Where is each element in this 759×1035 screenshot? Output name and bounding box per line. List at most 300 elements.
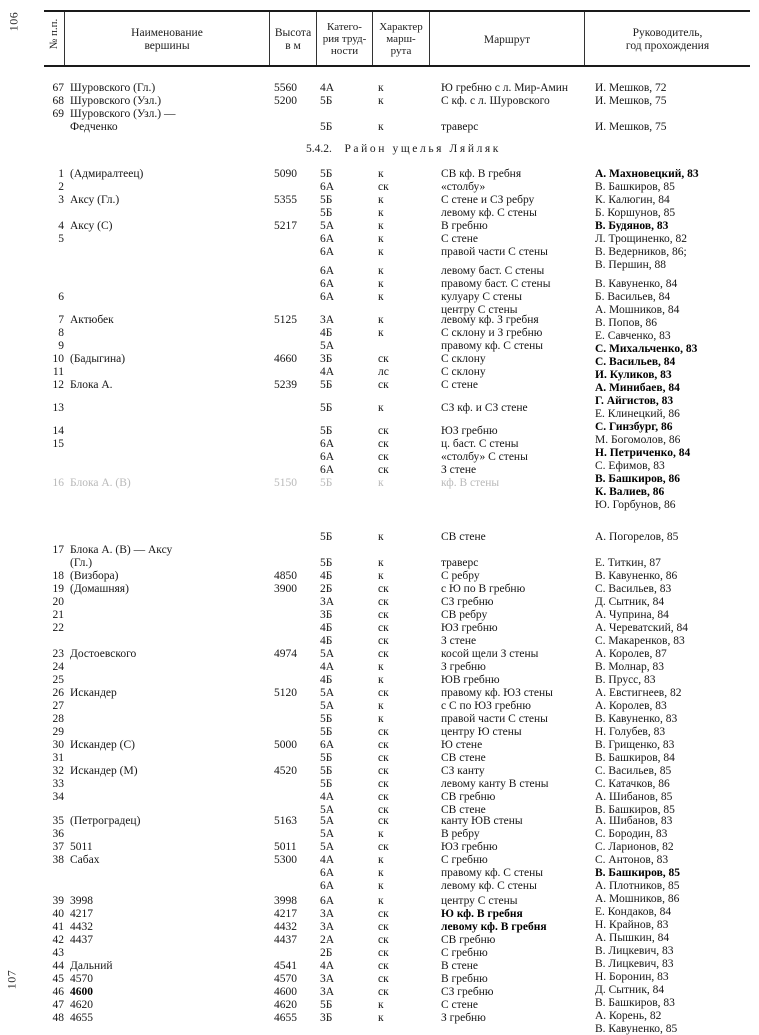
route-category: 2Б [320,947,333,959]
route-description: правой части С стены [441,246,548,258]
route-category: 3А [320,908,335,920]
route-category: 5Б [320,999,333,1011]
route-character: ск [378,353,389,365]
route-leader: С. Бородин, 83 [595,828,668,840]
route-leader: Е. Савченко, 83 [595,330,671,342]
route-leader: В. Ведерников, 86; [595,246,687,258]
header-top-rule [44,10,750,12]
row-index: 34 [52,791,64,803]
route-leader: В. Попов, 86 [595,317,658,329]
row-index: 44 [52,960,64,972]
route-character: ск [378,635,389,647]
route-category: 6А [320,895,335,907]
route-description: СВ кф. В гребня [441,168,522,180]
route-description: правому баст. С стены [441,278,551,290]
route-description: С ребру [441,570,480,582]
row-index: 68 [52,95,64,107]
route-category: 2А [320,934,335,946]
peak-height: 4600 [274,986,297,998]
peak-name: Аксу (С) [70,220,113,232]
route-category: 5Б [320,425,333,437]
header-bottom-rule [44,65,750,67]
header-character-line1: Характер [379,21,423,33]
route-category: 5Б [320,402,333,414]
header-category-line3: ности [330,45,359,57]
peak-name: (Адмиралтеец) [70,168,144,180]
row-index: 5 [58,233,64,245]
route-character: к [378,194,384,206]
route-leader: В. Першин, 88 [595,259,666,271]
route-leader: И. Мешков, 72 [595,82,667,94]
row-index: 41 [52,921,64,933]
route-character: к [378,557,384,569]
peak-name: 4570 [70,973,93,985]
route-description: С стене [441,233,479,245]
row-index: 8 [58,327,64,339]
route-leader: С. Гинзбург, 86 [595,421,673,433]
route-character: к [378,828,384,840]
route-leader: В. Лицкевич, 83 [595,945,674,957]
peak-name: (Петроградец) [70,815,141,827]
route-leader: А. Череватский, 84 [595,622,688,634]
row-index: 4 [58,220,64,232]
route-category: 5А [320,687,335,699]
route-description: В ребру [441,828,480,840]
route-character: ск [378,815,389,827]
route-leader: И. Мешков, 75 [595,95,667,107]
peak-name: 4600 [70,986,93,998]
route-character: ск [378,596,389,608]
route-category: 5Б [320,121,333,133]
route-leader: К. Калюгин, 84 [595,194,670,206]
row-index: 17 [52,544,64,556]
route-character: к [378,531,384,543]
route-leader: С. Катачков, 86 [595,778,670,790]
route-description: с Ю по В гребню [441,583,526,595]
route-category: 6А [320,464,335,476]
route-description: правому кф. ЮЗ стены [441,687,553,699]
route-description: С склону [441,353,486,365]
route-category: 4Б [320,674,333,686]
route-description: левому канту В стены [441,778,549,790]
route-category: 3А [320,973,335,985]
route-category: 5Б [320,95,333,107]
route-description: траверс [441,121,479,133]
row-index: 10 [52,353,64,365]
route-character: ск [378,791,389,803]
route-description: ЮЗ гребню [441,425,498,437]
peak-name: 4217 [70,908,93,920]
row-index: 45 [52,973,64,985]
route-description: С кф. с л. Шуровского [441,95,550,107]
route-category: 4А [320,960,335,972]
route-description: В гребню [441,220,488,232]
route-character: ск [378,921,389,933]
route-description: левому кф. С стены [441,207,537,219]
route-description: левому кф. В гребня [441,921,547,933]
peak-name: Блока А. (В) [70,477,131,489]
header-height-line1: Высота [274,27,312,39]
peak-height: 5150 [274,477,297,489]
route-category: 4А [320,82,335,94]
route-description: с С по ЮЗ гребню [441,700,531,712]
peak-name: (Домашняя) [70,583,129,595]
route-leader: В. Башкиров, 85 [595,181,675,193]
route-leader: В. Кавуненко, 84 [595,278,678,290]
route-description: центру Ю стены [441,726,522,738]
peak-name: 4437 [70,934,93,946]
route-leader: А. Корень, 82 [595,1010,662,1022]
route-leader: С. Макаренков, 83 [595,635,685,647]
route-description: СВ гребню [441,791,496,803]
row-index: 13 [52,402,64,414]
peak-name: 4655 [70,1012,93,1024]
row-index: 32 [52,765,64,777]
row-index: 6 [58,291,64,303]
route-category: 5А [320,648,335,660]
route-character: к [378,168,384,180]
peak-name: 3998 [70,895,93,907]
route-character: к [378,700,384,712]
row-index: 69 [52,108,64,120]
route-leader: А. Махновецкий, 83 [595,168,699,180]
peak-height: 5090 [274,168,297,180]
route-category: 5Б [320,477,333,489]
route-character: к [378,999,384,1011]
peak-height: 4541 [274,960,297,972]
route-category: 4А [320,366,335,378]
route-character: ск [378,464,389,476]
route-character: к [378,314,384,326]
route-character: ск [378,181,389,193]
route-description: С склону [441,366,486,378]
route-category: 5Б [320,713,333,725]
row-index: 46 [52,986,64,998]
route-description: З стене [441,635,477,647]
route-character: к [378,233,384,245]
route-description: правому кф. С стены [441,340,543,352]
route-description: С стене [441,999,479,1011]
row-index: 27 [52,700,64,712]
header-character-line2: марш- [386,33,416,45]
route-leader: Н. Крайнов, 83 [595,919,669,931]
route-description: ЮЗ гребню [441,622,498,634]
route-description: В гребню [441,973,488,985]
route-category: 5Б [320,726,333,738]
route-character: ск [378,739,389,751]
row-index: 1 [58,168,64,180]
route-character: к [378,477,384,489]
route-leader: С. Васильев, 85 [595,765,672,777]
route-character: ск [378,752,389,764]
peak-height: 5355 [274,194,297,206]
row-index: 39 [52,895,64,907]
route-description: левому баст. С стены [441,265,545,277]
route-description: СВ стене [441,752,486,764]
route-leader: А. Плотников, 85 [595,880,680,892]
route-character: к [378,291,384,303]
peak-height: 5239 [274,379,297,391]
peak-height: 4217 [274,908,297,920]
route-character: к [378,278,384,290]
route-description: косой щели З стены [441,648,539,660]
header-leader-line2: год прохождения [625,40,710,52]
route-character: к [378,1012,384,1024]
route-category: 6А [320,233,335,245]
route-leader: Д. Сытник, 84 [595,596,665,608]
peak-height: 5300 [274,854,297,866]
route-category: 5А [320,340,335,352]
peak-name: Блока А. [70,379,113,391]
peak-height: 4520 [274,765,297,777]
header-divider-5 [429,12,430,65]
route-leader: Л. Трощиненко, 82 [595,233,688,245]
route-category: 4Б [320,327,333,339]
route-description: З гребню [441,1012,486,1024]
peak-height: 4850 [274,570,297,582]
route-character: ск [378,973,389,985]
route-character: ск [378,804,389,816]
peak-name: 5011 [70,841,93,853]
route-category: 3Б [320,609,333,621]
peak-name-cont: Федченко [70,121,118,133]
header-divider-1 [64,12,65,65]
route-leader: А. Мошников, 86 [595,893,680,905]
route-character: к [378,207,384,219]
row-index: 31 [52,752,64,764]
route-category: 5Б [320,379,333,391]
route-description: правому кф. С стены [441,867,543,879]
section-heading [306,143,501,155]
route-character: к [378,246,384,258]
route-leader: Е. Кондаков, 84 [595,906,672,918]
peak-height: 5217 [274,220,297,232]
route-description: СЗ гребню [441,986,494,998]
route-leader: В. Башкиров, 83 [595,997,675,1009]
route-category: 4Б [320,622,333,634]
row-index: 29 [52,726,64,738]
route-leader: В. Кавуненко, 86 [595,570,678,582]
route-description: В стене [441,960,479,972]
route-description: кф. В стены [441,477,500,489]
route-leader: А. Минибаев, 84 [595,382,680,394]
peak-height: 5000 [274,739,297,751]
route-category: 5Б [320,765,333,777]
route-category: 4А [320,661,335,673]
peak-height: 5011 [274,841,297,853]
row-index: 3 [58,194,64,206]
route-character: к [378,713,384,725]
header-divider-6 [584,12,585,65]
route-character: ск [378,726,389,738]
route-character: ск [378,765,389,777]
route-category: 4Б [320,570,333,582]
route-leader: Д. Сытник, 84 [595,984,665,996]
peak-height: 4432 [274,921,297,933]
row-index: 26 [52,687,64,699]
table-header [44,10,750,67]
peak-height: 4660 [274,353,297,365]
route-leader: Е. Титкин, 87 [595,557,661,569]
route-leader: Н. Голубев, 83 [595,726,666,738]
route-description: ц. баст. С стены [441,438,519,450]
row-index: 67 [52,82,64,94]
peak-height: 5560 [274,82,297,94]
row-index: 42 [52,934,64,946]
route-category: 3Б [320,1012,333,1024]
route-character: ск [378,947,389,959]
row-index: 23 [52,648,64,660]
route-character: ск [378,934,389,946]
route-description: С стене [441,379,479,391]
header-height-line2: в м [285,40,301,52]
route-category: 6А [320,265,335,277]
row-index: 14 [52,425,64,437]
route-description: кулуару С стены [441,291,522,303]
header-name-line1: Наименование [131,27,203,39]
route-category: 4А [320,791,335,803]
route-category: 5Б [320,752,333,764]
header-category-line1: Катего- [327,21,362,33]
row-index: 24 [52,661,64,673]
route-leader: А. Королев, 83 [595,700,667,712]
route-character: к [378,265,384,277]
route-category: 6А [320,867,335,879]
route-leader: С. Васильев, 84 [595,356,676,368]
peak-height: 4570 [274,973,297,985]
row-index: 21 [52,609,64,621]
route-description: СВ гребню [441,934,496,946]
route-leader: И. Куликов, 83 [595,369,672,381]
route-leader: А. Мошников, 84 [595,304,680,316]
folio-page-number-bottom: 107 [4,969,19,990]
route-leader: В. Башкиров, 85 [595,867,681,879]
route-character: к [378,220,384,232]
peak-name: Искандер (М) [70,765,138,777]
route-category: 6А [320,438,335,450]
peak-name: 4432 [70,921,93,933]
route-leader: В. Будянов, 83 [595,220,669,232]
route-category: 6А [320,278,335,290]
route-leader: С. Ефимов, 83 [595,460,665,472]
row-index: 11 [52,366,64,378]
route-category: 5Б [320,168,333,180]
route-leader: М. Богомолов, 86 [595,434,681,446]
route-leader: В. Башкиров, 84 [595,752,675,764]
row-index: 40 [52,908,64,920]
row-index: 30 [52,739,64,751]
route-leader: Н. Боронин, 83 [595,971,669,983]
peak-height: 5120 [274,687,297,699]
row-index: 37 [52,841,64,853]
route-leader: С. Антонов, 83 [595,854,669,866]
route-description: ЮВ гребню [441,674,500,686]
route-leader: В. Грищенко, 83 [595,739,675,751]
route-category: 3А [320,314,335,326]
route-leader: В. Молнар, 83 [595,661,664,673]
row-index: 33 [52,778,64,790]
row-index: 2 [58,181,64,193]
peak-height: 5163 [274,815,297,827]
route-description: С гребню [441,854,488,866]
route-description: «столбу» С стены [441,451,528,463]
route-leader: А. Пышкин, 84 [595,932,670,944]
route-category: 5Б [320,531,333,543]
route-category: 5А [320,700,335,712]
route-leader: И. Мешков, 75 [595,121,667,133]
header-leader-line1: Руководитель, [632,27,703,39]
route-leader: С. Ларионов, 82 [595,841,674,853]
route-category: 5А [320,220,335,232]
route-description: ЮЗ гребню [441,841,498,853]
route-leader: В. Кавуненко, 85 [595,1023,678,1035]
route-character: к [378,82,384,94]
header-character-line3: рута [390,45,412,57]
route-character: ск [378,687,389,699]
route-category: 6А [320,181,335,193]
peak-name: Аксу (Гл.) [70,194,120,206]
row-index: 35 [52,815,64,827]
peak-name: Дальний [70,960,113,972]
route-category: 5Б [320,778,333,790]
route-character: к [378,121,384,133]
header-route: Маршрут [483,34,531,46]
route-character: ск [378,960,389,972]
header-divider-4 [372,12,373,65]
header-index-label: № п.п. [48,18,60,50]
peak-height: 4437 [274,934,297,946]
route-description: СВ ребру [441,609,488,621]
route-category: 5А [320,815,335,827]
route-character: ск [378,841,389,853]
peak-height: 3998 [274,895,297,907]
route-category: 4Б [320,635,333,647]
route-description: СЗ кф. и СЗ стене [441,402,528,414]
peak-name: (Визбора) [70,570,119,582]
route-leader: Г. Айгистов, 83 [595,395,674,407]
peak-height: 5200 [274,95,297,107]
route-category: 4А [320,854,335,866]
route-character: ск [378,908,389,920]
route-category: 5А [320,841,335,853]
peak-name: Блока А. (В) — Аксу [70,544,173,556]
route-leader: В. Прусс, 83 [595,674,656,686]
route-character: к [378,327,384,339]
row-index: 25 [52,674,64,686]
header-divider-2 [269,12,270,65]
route-description: С стене и СЗ ребру [441,194,535,206]
route-category: 6А [320,291,335,303]
row-index: 36 [52,828,64,840]
section-title: Район ущелья Ляйляк [344,143,501,155]
route-leader: Ю. Горбунов, 86 [595,499,676,511]
route-category: 5Б [320,207,333,219]
route-leader: К. Валиев, 86 [595,486,665,498]
row-index: 28 [52,713,64,725]
route-character: ск [378,451,389,463]
route-description: С гребню [441,947,488,959]
route-category: 2Б [320,583,333,595]
folio-page-number-top: 106 [6,11,21,32]
route-description: Ю стене [441,739,483,751]
row-index: 20 [52,596,64,608]
row-index: 48 [52,1012,64,1024]
peak-name: Актюбек [70,314,114,326]
route-description: СЗ гребню [441,596,494,608]
route-category: 6А [320,451,335,463]
header-category-line2: рия труд- [322,33,367,45]
route-description: центру С стены [441,304,518,316]
